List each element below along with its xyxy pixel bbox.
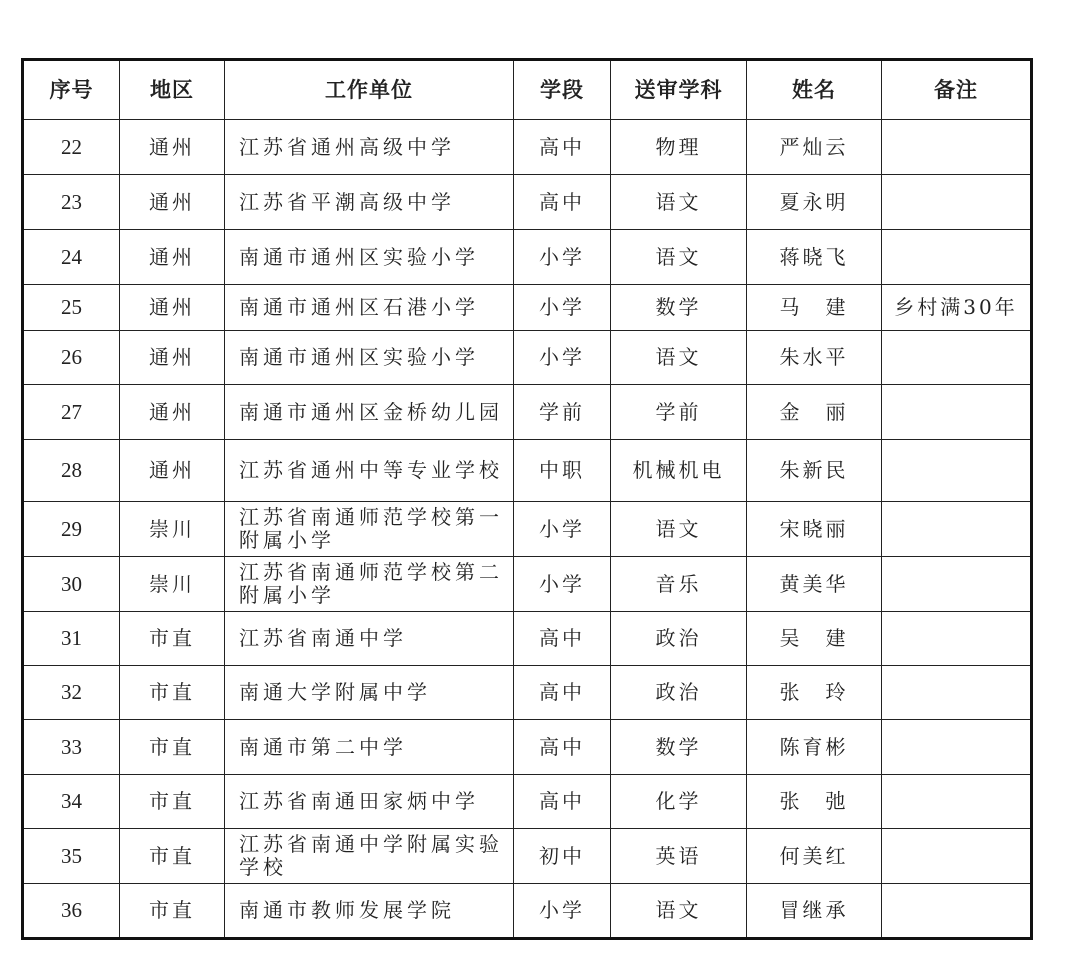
col-remark-cell: 乡村满30年 [882, 285, 1032, 331]
col-subject-header: 送审学科 [611, 60, 747, 120]
table-row [23, 666, 1032, 720]
col-name-cell: 何美红 [747, 829, 882, 884]
col-unit-cell: 江苏省南通师范学校第一附属小学 [225, 502, 514, 557]
col-name-header: 姓名 [747, 60, 882, 120]
col-unit-cell: 南通市通州区石港小学 [225, 285, 514, 331]
col-subject-cell: 语文 [611, 502, 747, 557]
col-subject-cell: 语文 [611, 230, 747, 285]
col-stage-cell: 初中 [514, 829, 611, 884]
col-name-cell: 宋晓丽 [747, 502, 882, 557]
col-region-cell: 崇川 [120, 557, 225, 612]
col-subject-cell: 英语 [611, 829, 747, 884]
table-row [23, 829, 1032, 884]
table-row [23, 884, 1032, 939]
col-index-cell: 36 [23, 884, 120, 939]
col-remark-cell [882, 230, 1032, 285]
col-index-header: 序号 [23, 60, 120, 120]
col-subject-cell: 音乐 [611, 557, 747, 612]
col-region-cell: 崇川 [120, 502, 225, 557]
col-index-cell: 35 [23, 829, 120, 884]
col-name-cell: 朱新民 [747, 440, 882, 502]
col-name-cell: 马 建 [747, 285, 882, 331]
col-remark-cell [882, 612, 1032, 666]
col-stage-cell: 高中 [514, 775, 611, 829]
col-name-cell: 陈育彬 [747, 720, 882, 775]
col-subject-cell: 学前 [611, 385, 747, 440]
col-remark-cell [882, 385, 1032, 440]
col-remark-cell [882, 829, 1032, 884]
table-row [23, 557, 1032, 612]
table-row [23, 440, 1032, 502]
reviewer-table [21, 58, 1033, 940]
col-remark-cell [882, 502, 1032, 557]
col-index-cell: 30 [23, 557, 120, 612]
col-stage-cell: 中职 [514, 440, 611, 502]
col-index-cell: 22 [23, 120, 120, 175]
col-name-cell: 夏永明 [747, 175, 882, 230]
col-subject-cell: 政治 [611, 612, 747, 666]
col-unit-cell: 江苏省南通中学 [225, 612, 514, 666]
col-index-cell: 29 [23, 502, 120, 557]
col-remark-cell [882, 175, 1032, 230]
col-unit-cell: 南通大学附属中学 [225, 666, 514, 720]
col-region-cell: 通州 [120, 440, 225, 502]
col-name-cell: 金 丽 [747, 385, 882, 440]
col-unit-cell: 江苏省南通师范学校第二附属小学 [225, 557, 514, 612]
col-stage-cell: 小学 [514, 884, 611, 939]
col-region-cell: 通州 [120, 385, 225, 440]
col-region-cell: 市直 [120, 612, 225, 666]
table-row [23, 230, 1032, 285]
col-remark-cell [882, 440, 1032, 502]
col-subject-cell: 机械机电 [611, 440, 747, 502]
col-stage-cell: 小学 [514, 331, 611, 385]
col-region-cell: 通州 [120, 120, 225, 175]
col-index-cell: 23 [23, 175, 120, 230]
table-row [23, 612, 1032, 666]
col-unit-cell: 南通市教师发展学院 [225, 884, 514, 939]
col-stage-cell: 学前 [514, 385, 611, 440]
col-name-cell: 黄美华 [747, 557, 882, 612]
table-row [23, 502, 1032, 557]
col-region-cell: 通州 [120, 331, 225, 385]
col-stage-cell: 高中 [514, 612, 611, 666]
col-stage-cell: 小学 [514, 502, 611, 557]
table-row [23, 175, 1032, 230]
col-stage-cell: 高中 [514, 175, 611, 230]
col-region-cell: 市直 [120, 775, 225, 829]
col-unit-cell: 南通市通州区金桥幼儿园 [225, 385, 514, 440]
col-subject-cell: 数学 [611, 285, 747, 331]
col-region-cell: 市直 [120, 666, 225, 720]
table-row [23, 285, 1032, 331]
table-row [23, 385, 1032, 440]
table-row [23, 331, 1032, 385]
col-index-cell: 33 [23, 720, 120, 775]
table-row [23, 120, 1032, 175]
col-unit-cell: 江苏省平潮高级中学 [225, 175, 514, 230]
col-index-cell: 26 [23, 331, 120, 385]
col-region-cell: 通州 [120, 175, 225, 230]
col-index-cell: 31 [23, 612, 120, 666]
col-unit-cell: 南通市通州区实验小学 [225, 331, 514, 385]
col-stage-header: 学段 [514, 60, 611, 120]
col-index-cell: 25 [23, 285, 120, 331]
col-unit-cell: 南通市第二中学 [225, 720, 514, 775]
col-stage-cell: 高中 [514, 666, 611, 720]
col-unit-header: 工作单位 [225, 60, 514, 120]
col-unit-cell: 江苏省南通中学附属实验学校 [225, 829, 514, 884]
col-name-cell: 吴 建 [747, 612, 882, 666]
col-name-cell: 朱水平 [747, 331, 882, 385]
col-subject-cell: 语文 [611, 175, 747, 230]
table-row [23, 720, 1032, 775]
col-remark-cell [882, 557, 1032, 612]
col-unit-cell: 江苏省通州高级中学 [225, 120, 514, 175]
col-stage-cell: 小学 [514, 230, 611, 285]
col-stage-cell: 高中 [514, 120, 611, 175]
col-name-cell: 冒继承 [747, 884, 882, 939]
col-remark-cell [882, 775, 1032, 829]
col-unit-cell: 江苏省南通田家炳中学 [225, 775, 514, 829]
header-row [23, 60, 1032, 120]
col-region-cell: 市直 [120, 829, 225, 884]
col-index-cell: 32 [23, 666, 120, 720]
col-name-cell: 严灿云 [747, 120, 882, 175]
col-subject-cell: 数学 [611, 720, 747, 775]
col-region-header: 地区 [120, 60, 225, 120]
col-unit-cell: 南通市通州区实验小学 [225, 230, 514, 285]
col-region-cell: 通州 [120, 230, 225, 285]
col-subject-cell: 语文 [611, 331, 747, 385]
col-stage-cell: 小学 [514, 285, 611, 331]
col-remark-cell [882, 120, 1032, 175]
col-name-cell: 张 玲 [747, 666, 882, 720]
col-remark-cell [882, 884, 1032, 939]
col-region-cell: 通州 [120, 285, 225, 331]
col-subject-cell: 化学 [611, 775, 747, 829]
col-remark-cell [882, 720, 1032, 775]
col-remark-cell [882, 666, 1032, 720]
col-index-cell: 24 [23, 230, 120, 285]
table-row [23, 775, 1032, 829]
col-region-cell: 市直 [120, 720, 225, 775]
col-stage-cell: 高中 [514, 720, 611, 775]
col-index-cell: 28 [23, 440, 120, 502]
col-remark-cell [882, 331, 1032, 385]
col-subject-cell: 物理 [611, 120, 747, 175]
col-name-cell: 蒋晓飞 [747, 230, 882, 285]
col-index-cell: 34 [23, 775, 120, 829]
col-subject-cell: 语文 [611, 884, 747, 939]
col-subject-cell: 政治 [611, 666, 747, 720]
col-remark-header: 备注 [882, 60, 1032, 120]
col-region-cell: 市直 [120, 884, 225, 939]
col-stage-cell: 小学 [514, 557, 611, 612]
col-name-cell: 张 弛 [747, 775, 882, 829]
col-index-cell: 27 [23, 385, 120, 440]
col-unit-cell: 江苏省通州中等专业学校 [225, 440, 514, 502]
